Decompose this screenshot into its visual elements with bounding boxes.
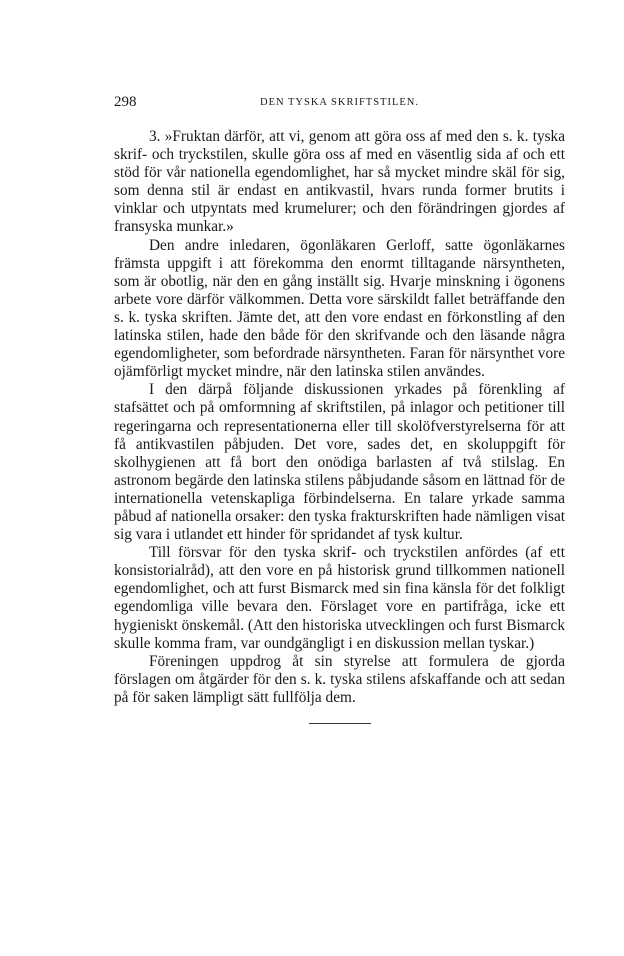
paragraph-discussion: I den därpå följande diskussionen yrkades på förenkling af stafsättet och på omformning af skriftstilen, på inlagor och petitioner till regeringarna och representationerna eller till skolöfverstyrelserna för att få antikvastilen påbjuden. Det vore, sades det, en skoluppgift för skolhygienen att få bort den onödiga barlasten af två stilslag. En astronom begärde den latinska stilens påbjudande såsom en lättnad för de internationella vetenskapliga förbindelserna. En talare yrkade samma påbud af nationella orsaker: den tyska frakturskriften hade nämligen visat sig vara i utlandet ett hinder för spridandet af tysk kultur. bbox=[114, 381, 565, 544]
paragraph-resolution: Föreningen uppdrog åt sin styrelse att formulera de gjorda förslagen om åtgärder för den s. k. tyska stilens afskaffande och att sedan på för saken lämpligt sätt fullfölja dem. bbox=[114, 652, 565, 706]
page-header bbox=[114, 94, 565, 116]
book-page bbox=[114, 94, 565, 724]
body-text bbox=[114, 128, 565, 707]
section-end-rule bbox=[309, 723, 371, 724]
paragraph-quote-point-3: 3. »Fruktan därför, att vi, genom att göra oss af med den s. k. tyska skrif- och tryckstilen, skulle göra oss af med en väsentlig sida af och ett stöd för vår nationella egendomlighet, har så mycket mindre skäl för sig, som denna stil är endast en antikvastil, hvars runda former brutits i vinklar och utpyntats med krumelurer; och den förändringen gjordes af fransyska munkar.» bbox=[114, 128, 565, 236]
running-title: DEN TYSKA SKRIFTSTILEN. bbox=[259, 97, 420, 108]
paragraph-defense: Till försvar för den tyska skrif- och tryckstilen anfördes (af ett konsistorialråd), att den vore en på historisk grund tillkommen nationell egendomlighet, och att furst Bismarck med sin fina känsla för det folkligt egendomliga ville bevara den. Förslaget vore en partifråga, icke ett hygieniskt önskemål. (Att den historiska utvecklingen och furst Bismarck skulle komma fram, var oundgängligt i en diskussion mellan tyskar.) bbox=[114, 544, 565, 652]
paragraph-gerloff: Den andre inledaren, ögonläkaren Gerloff, satte ögonläkarnes främsta uppgift i att förekomma den enormt tilltagande närsyntheten, som är obotlig, när den en gång inställt sig. Hvarje minskning i ögonens arbete vore därför välkommen. Detta vore särskildt fallet beträffande den s. k. tyska skriften. Jämte det, att den vore endast en förkonstling af den latinska stilen, hade den både för den skrifvande och den läsande några egendomligheter, som befordrade närsyntheten. Faran för närsynthet vore ojämförligt mycket mindre, när den latinska stilen användes. bbox=[114, 236, 565, 381]
page-number: 298 bbox=[114, 94, 137, 110]
